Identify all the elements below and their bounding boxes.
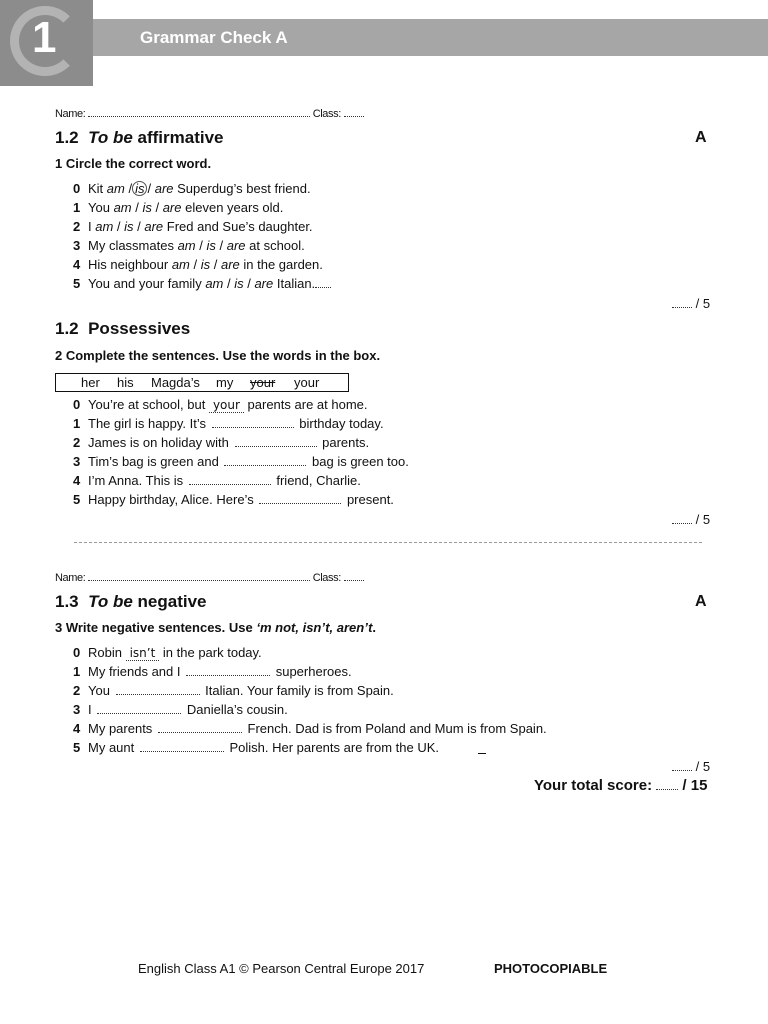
answer-blank[interactable] [235,436,317,447]
circled-answer: is [132,181,147,196]
total-score-input[interactable] [656,789,678,790]
section-heading [55,592,207,612]
cut-line-divider [74,542,702,543]
score-max: / 5 [695,759,711,774]
word-box-item: her [81,375,100,390]
name-class-row [55,108,364,120]
section-number: 1.3 [55,592,79,611]
level-badge: A [695,593,707,610]
answer-blank[interactable] [212,417,294,428]
class-label: Class: [312,108,341,120]
level-badge: A [695,129,707,146]
exercise-item[interactable]: 4 His neighbour am / is / are in the garden. [73,257,323,272]
section-heading [55,128,224,148]
photocopiable-label: PHOTOCOPIABLE [494,961,608,976]
stray-mark [478,753,486,754]
section-heading-italic: To be [88,592,133,611]
exercise-item: 2 You Italian. Your family is from Spain. [73,683,394,698]
score-field [672,512,710,527]
unit-badge [0,0,93,86]
score-input[interactable] [672,770,692,771]
copyright-notice: English Class A1 © Pearson Central Europe 2017 [138,961,425,976]
section-heading-text: Possessives [88,319,191,338]
score-max: / 5 [695,512,711,527]
class-field[interactable] [344,580,364,581]
score-field [672,296,710,311]
page-title: Grammar Check A [140,28,288,47]
name-class-row [55,572,364,584]
exercise-item: 5 Happy birthday, Alice. Here’s present. [73,492,394,507]
section-heading-text: affirmative [137,128,224,147]
exercise-item[interactable]: 5 You and your family am / is / are Italian. [73,276,331,291]
exercise-item: 3 Tim’s bag is green and bag is green too. [73,454,409,469]
word-box-item-used: your [250,375,276,390]
word-box [55,373,349,392]
exercise-instruction: 2 Complete the sentences. Use the words in the box. [55,348,381,363]
exercise-item: 4 I’m Anna. This is friend, Charlie. [73,473,361,488]
class-field[interactable] [344,116,364,117]
answer-blank[interactable] [116,684,200,695]
name-field[interactable] [88,580,310,581]
exercise-item: 0 Robin isn’t in the park today. [73,645,262,660]
trailing-dots [315,287,331,288]
exercise-instruction: 1 Circle the correct word. [55,156,212,171]
answer-blank[interactable] [158,722,242,733]
exercise-item: 0 Kit am / is / are Superdug’s best friend. [73,181,311,196]
exercise-item[interactable]: 1 You am / is / are eleven years old. [73,200,284,215]
exercise-instruction: 3 Write negative sentences. Use ‘m not, isn’t, aren’t. [55,620,377,635]
total-score-max: / 15 [682,777,708,794]
answer-blank[interactable] [140,741,224,752]
name-label: Name: [55,572,86,584]
example-answer: isn’t [126,646,160,661]
exercise-item[interactable]: 3 My classmates am / is / are at school. [73,238,305,253]
section-number: 1.2 [55,128,79,147]
class-label: Class: [312,572,341,584]
total-score [534,777,707,794]
score-max: / 5 [695,296,711,311]
exercise-item: 2 James is on holiday with parents. [73,435,370,450]
section-heading-italic: To be [88,128,133,147]
word-box-item: my [216,375,234,390]
answer-blank[interactable] [186,665,270,676]
exercise-item[interactable]: 2 I am / is / are Fred and Sue’s daughter. [73,219,313,234]
word-box-item: your [294,375,320,390]
example-answer: your [209,398,244,413]
exercise-item: 1 The girl is happy. It’s birthday today. [73,416,384,431]
exercise-item: 4 My parents French. Dad is from Poland and Mum is from Spain. [73,721,547,736]
section-heading [55,319,190,339]
word-box-item: Magda’s [151,375,200,390]
score-field [672,759,710,774]
exercise-item: 5 My aunt Polish. Her parents are from the UK. [73,740,440,755]
total-score-label: Your total score: [534,777,653,794]
exercise-item: 1 My friends and I superheroes. [73,664,352,679]
answer-blank[interactable] [97,703,181,714]
score-input[interactable] [672,523,692,524]
unit-number: 1 [32,13,57,62]
word-box-item: his [117,375,134,390]
score-input[interactable] [672,307,692,308]
name-field[interactable] [88,116,310,117]
answer-blank[interactable] [189,474,271,485]
answer-blank[interactable] [224,455,306,466]
exercise-item: 3 I Daniella’s cousin. [73,702,288,717]
exercise-item: 0 You’re at school, but your parents are at home. [73,397,368,412]
answer-blank[interactable] [259,493,341,504]
name-label: Name: [55,108,86,120]
section-number: 1.2 [55,319,79,338]
section-heading-text: negative [137,592,207,611]
title-bar [93,19,768,56]
